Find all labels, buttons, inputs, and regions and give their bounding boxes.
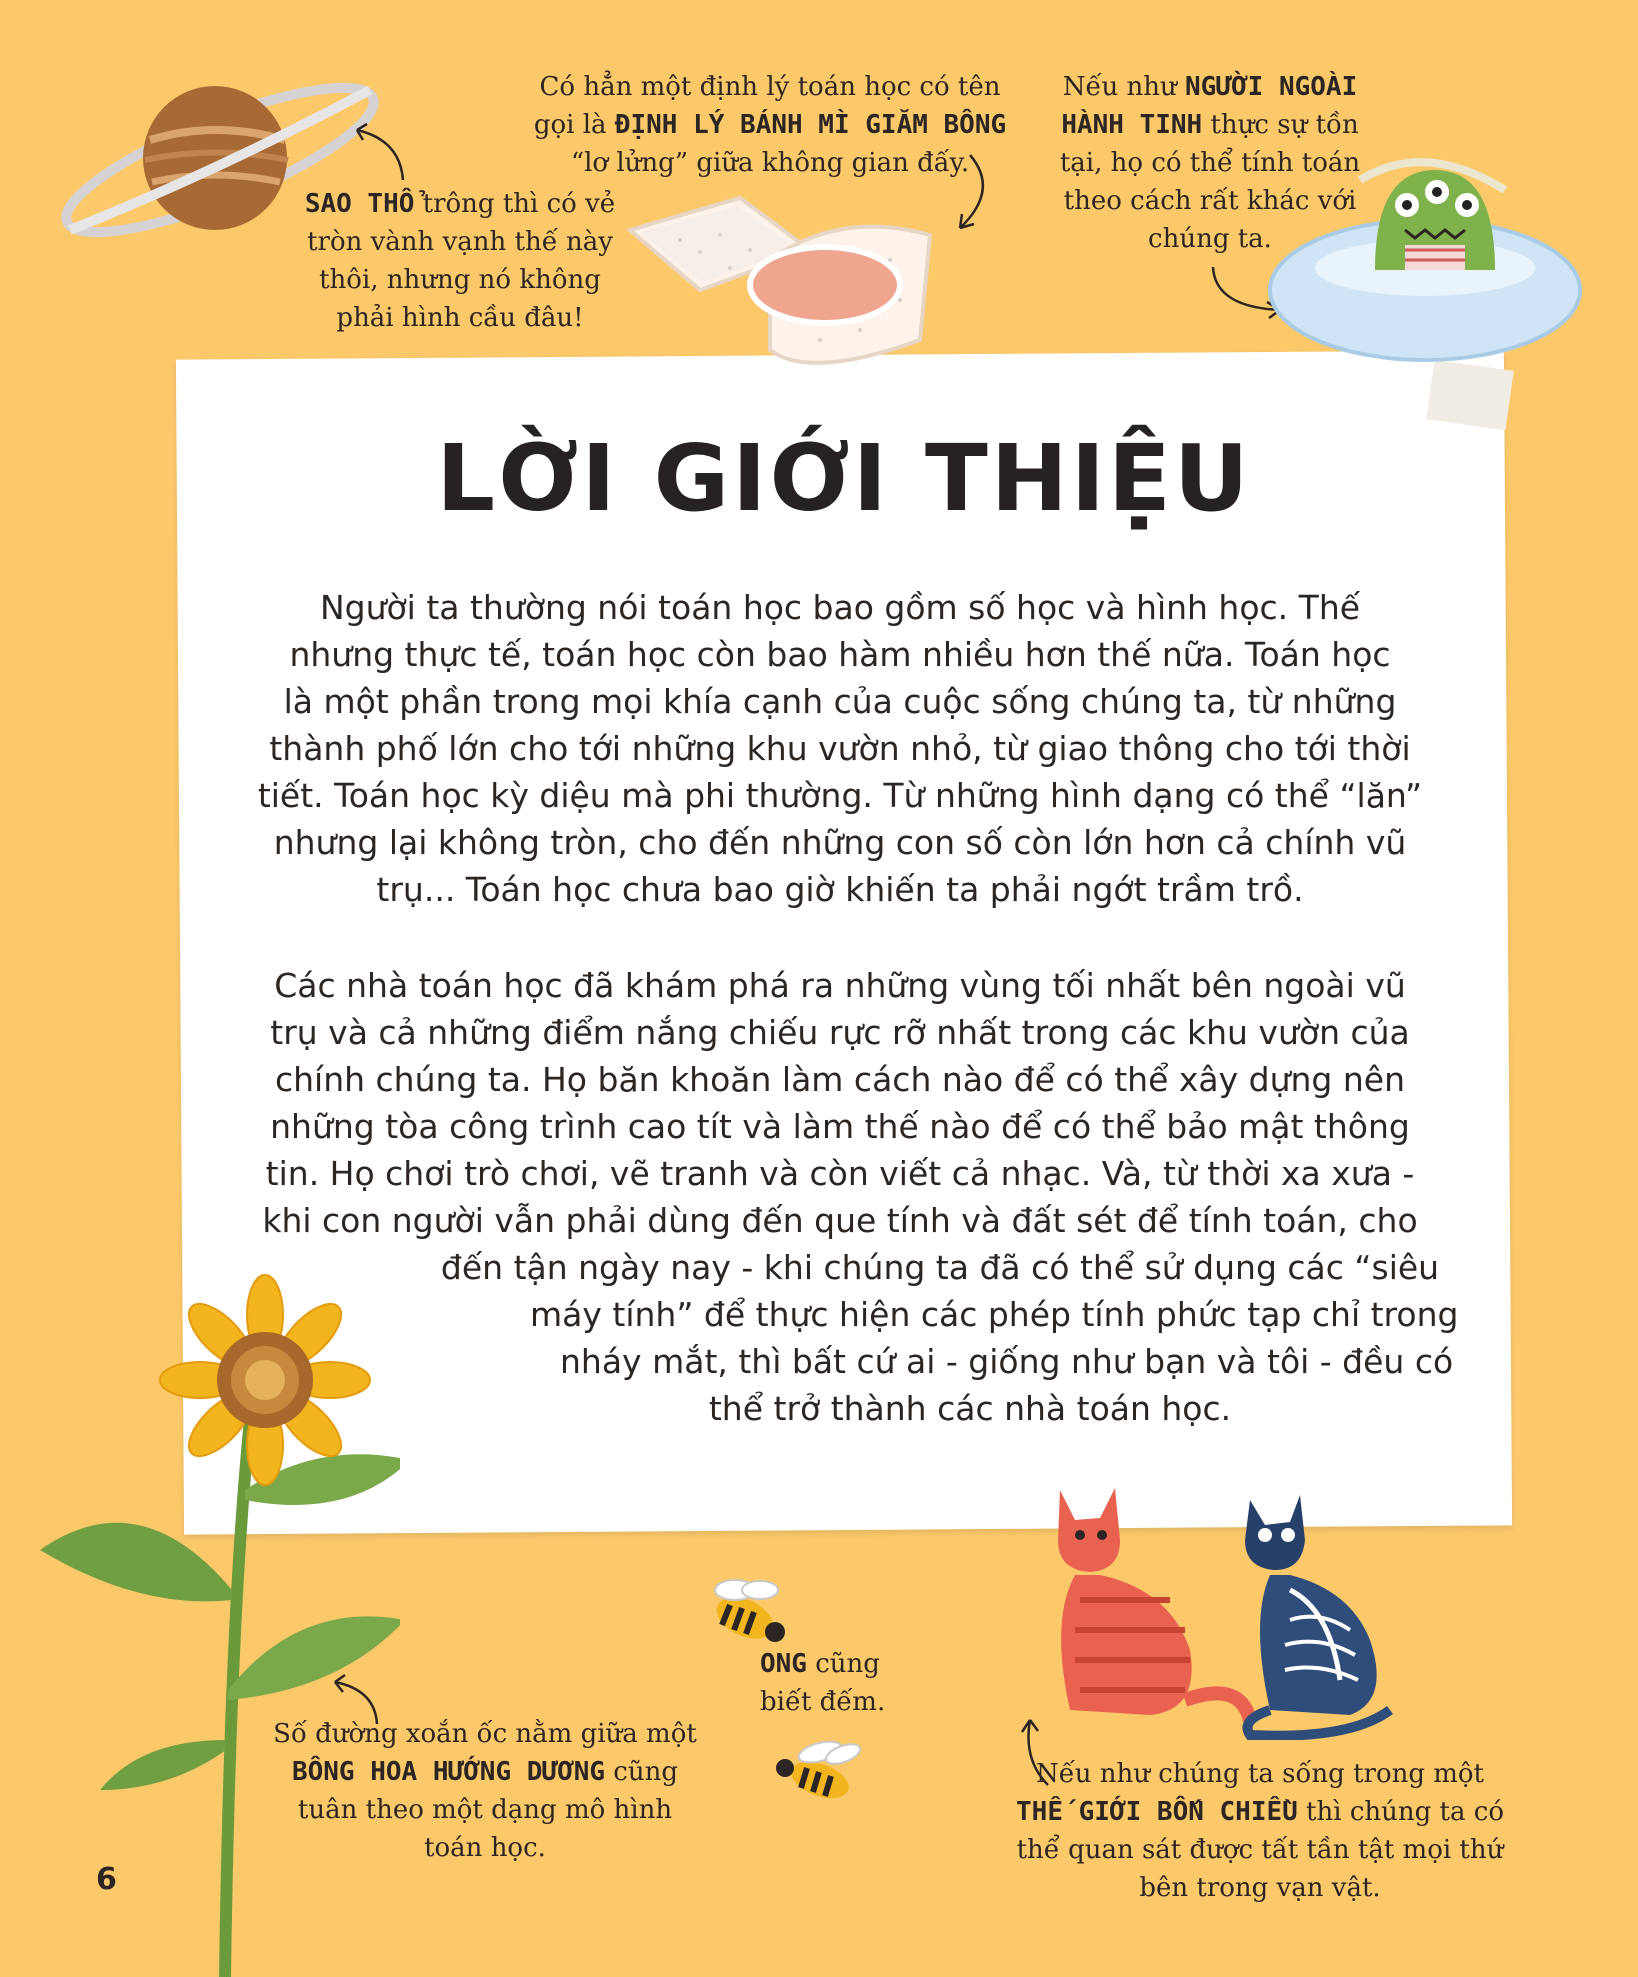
page-number: 6 (96, 1862, 117, 1897)
caption-bold: BÔNG HOA HƯỚNG DƯƠNG (291, 1757, 606, 1787)
arrow-icon (345, 120, 415, 190)
caption-line: Số đường xoắn ốc nằm giữa một (273, 1719, 697, 1749)
paragraph-line: trụ và cả những điểm nắng chiếu rực rỡ nhất trong các khu vườn của (270, 1013, 1410, 1052)
paragraph-line: máy tính” để thực hiện các phép tính phức tạp chỉ trong (530, 1295, 1459, 1334)
caption-text: gọi là (533, 110, 615, 140)
page-title: LỜI GIỚI THIỆU (436, 425, 1252, 532)
paragraph-line: Người ta thường nói toán học bao gồm số học và hình học. Thế (319, 588, 1361, 627)
paragraph-line: nháy mắt, thì bất cứ ai - giống như bạn và tôi - đều có (560, 1342, 1454, 1381)
sunflower-caption (255, 1715, 715, 1867)
bee-caption (760, 1645, 930, 1721)
paragraph-line: Các nhà toán học đã khám phá ra những vùng tối nhất bên ngoài vũ (274, 966, 1406, 1005)
paragraph-line: những tòa công trình cao tít và làm thế nào để có thể bảo mật thông (270, 1107, 1410, 1146)
paragraph-line: thể trở thành các nhà toán học. (708, 1389, 1232, 1428)
caption-text: cũng (605, 1757, 679, 1787)
sunflower-illustration (20, 1270, 400, 1977)
xray-cat-illustration (1230, 1480, 1430, 1740)
paragraph-line: đến tận ngày nay - khi chúng ta đã có thể sử dụng các “siêu (440, 1248, 1440, 1287)
paragraph-line: khi con người vẫn phải dùng đến que tính và đất sét để tính toán, cho (262, 1201, 1418, 1240)
cat-illustration (1040, 1480, 1260, 1740)
caption-text: thì chúng ta có (1297, 1797, 1504, 1827)
caption-line: thôi, nhưng nó không (319, 265, 601, 295)
caption-line: theo cách rất khác với (1063, 186, 1357, 216)
paragraph-line: nhưng thực tế, toán học còn bao hàm nhiều hơn thế nữa. Toán học (289, 635, 1391, 674)
caption-bold: NGƯỜI NGOÀI (1185, 72, 1358, 102)
caption-bold: SAO THỔ (304, 189, 415, 219)
caption-line: biết đếm. (760, 1687, 886, 1717)
paragraph-line: trụ... Toán học chưa bao giờ khiến ta phải ngớt trầm trồ. (376, 870, 1304, 909)
caption-line: Nếu như chúng ta sống trong một (1035, 1759, 1485, 1789)
caption-line: tròn vành vạnh thế này (307, 227, 613, 257)
caption-line: chúng ta. (1148, 224, 1272, 254)
caption-text: trông thì có vẻ (414, 189, 616, 219)
cats-caption (1010, 1755, 1510, 1907)
caption-line: tại, họ có thể tính toán (1059, 148, 1361, 178)
paragraph-line: chính chúng ta. Họ băn khoăn làm cách nào để có thể xây dựng nên (274, 1060, 1405, 1099)
caption-text: Nếu như (1062, 72, 1186, 102)
caption-line: toán học. (424, 1833, 546, 1863)
caption-line: “lơ lửng” giữa không gian đấy. (570, 148, 970, 178)
caption-bold: HÀNH TINH (1061, 110, 1203, 140)
caption-bold: THẾ GIỚI BỐN CHIỀU (1016, 1797, 1298, 1827)
caption-line: phải hình cầu đâu! (336, 303, 584, 333)
paragraph-line: tiết. Toán học kỳ diệu mà phi thường. Từ những hình dạng có thể “lăn” (257, 776, 1423, 815)
alien-ufo-illustration (1265, 150, 1595, 380)
intro-paragraph-1 (240, 584, 1440, 913)
caption-line: bên trong vạn vật. (1139, 1873, 1381, 1903)
paragraph-line: thành phố lớn cho tới những khu vườn nhỏ, từ giao thông cho tới thời (269, 729, 1411, 768)
paragraph-line: tin. Họ chơi trò chơi, vẽ tranh và còn viết cả nhạc. Và, từ thời xa xưa - (265, 1154, 1415, 1193)
caption-line: tuân theo một dạng mô hình (297, 1795, 673, 1825)
caption-bold: ONG (760, 1649, 807, 1679)
paragraph-line: nhưng lại không tròn, cho đến những con số còn lớn hơn cả chính vũ (273, 823, 1407, 862)
caption-bold: ĐỊNH LÝ BÁNH MÌ GIĂM BÔNG (614, 110, 1007, 140)
caption-text: cũng (806, 1649, 880, 1679)
bee-illustration (765, 1730, 875, 1820)
ham-sandwich-illustration (620, 190, 980, 380)
caption-line: thể quan sát được tất tần tật mọi thứ (1016, 1835, 1504, 1865)
caption-line: Có hẳn một định lý toán học có tên (539, 72, 1001, 102)
saturn-caption (280, 185, 640, 337)
paragraph-line: là một phần trong mọi khía cạnh của cuộc sống chúng ta, từ những (283, 682, 1397, 721)
arrow-icon (950, 150, 1010, 240)
caption-text: thực sự tồn (1202, 110, 1359, 140)
intro-paragraph-2 (240, 962, 1459, 1432)
